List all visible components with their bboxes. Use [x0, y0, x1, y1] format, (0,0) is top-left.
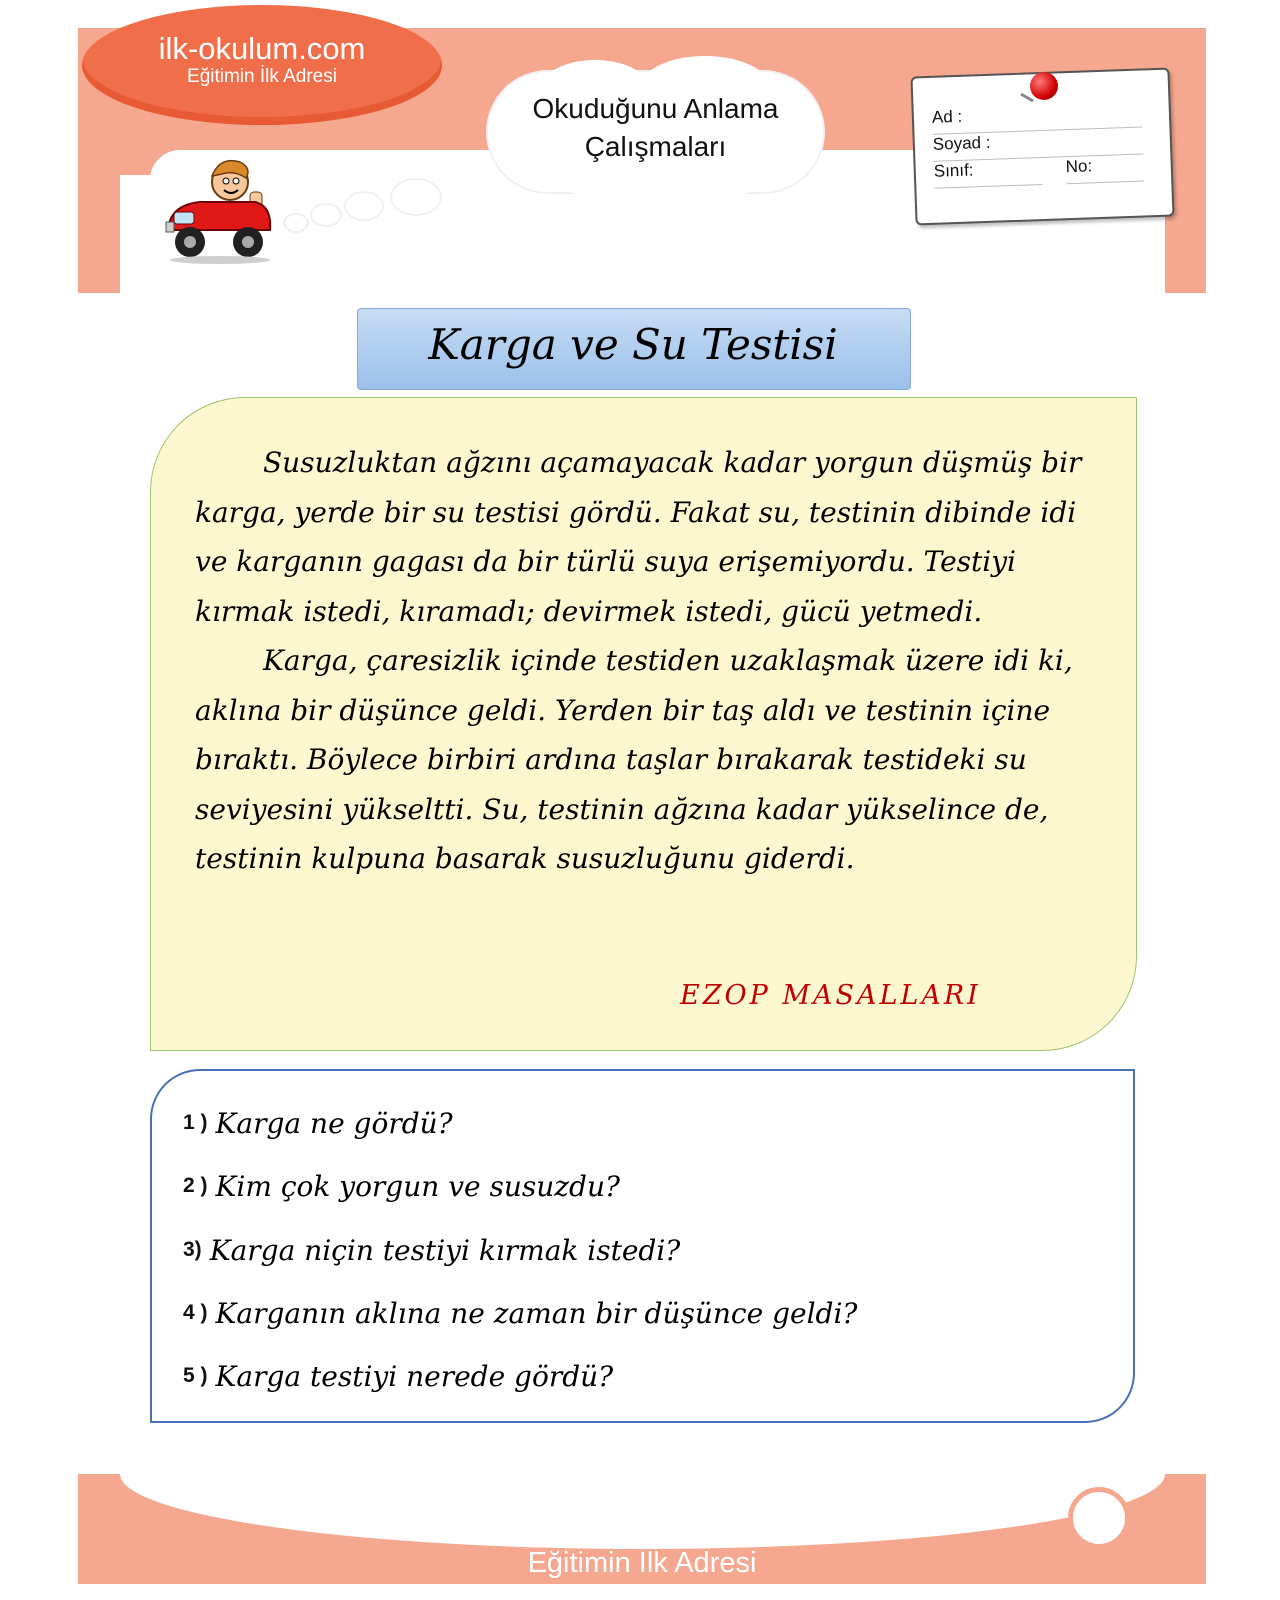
story-text: [195, 438, 1100, 884]
site-logo[interactable]: [82, 32, 442, 88]
thought-dot: [285, 215, 307, 231]
question-text: Karga niçin testiyi kırmak istedi?: [209, 1233, 681, 1267]
red-pushpin-icon: [1030, 72, 1058, 100]
question-item: [183, 1351, 613, 1401]
site-slogan: Eğitimin İlk Adresi: [187, 66, 337, 87]
question-item: [183, 1161, 620, 1211]
thought-dot: [346, 193, 382, 219]
question-item: [183, 1225, 680, 1275]
question-number: 2 ): [183, 1174, 208, 1197]
question-number: 1 ): [183, 1111, 208, 1134]
question-text: Kim çok yorgun ve susuzdu?: [215, 1169, 621, 1203]
number-label: No:: [1065, 156, 1093, 177]
story-author: EZOP MASALLARI: [680, 980, 981, 1011]
site-name: ilk-okulum.com: [158, 31, 366, 66]
story-paragraph: Susuzluktan ağzını açamayacak kadar yorgun düşmüş bir karga, yerde bir su testisi gördü. Fakat su, testinin dibinde idi ve karganın gagası da bir türlü suya erişemiyordu. Testiyi kırmak istedi, kıramadı; devirmek istedi, gücü yetmedi.: [195, 446, 1082, 628]
cloud-puff: [560, 160, 760, 204]
story-paragraph: Karga, çaresizlik içinde testiden uzaklaşmak üzere idi ki, aklına bir düşünce geldi. Yerden bir taş aldı ve testinin içine bıraktı. Böylece birbiri ardına taşlar bırakarak testideki su seviyesini yükseltti. Su, testinin ağzına kadar yükselince de, testinin kulpuna basarak susuzluğunu giderdi.: [195, 644, 1073, 875]
class-field[interactable]: [933, 158, 1042, 189]
question-text: Karga ne gördü?: [215, 1106, 453, 1140]
thought-dot: [392, 180, 440, 214]
worksheet-title-line2: Çalışmaları: [584, 131, 727, 162]
footer-site-name: ilk-okulum.com: [495, 1499, 789, 1548]
question-text: Karga testiyi nerede gördü?: [215, 1359, 614, 1393]
question-number: 3): [183, 1238, 202, 1261]
question-number: 4 ): [183, 1301, 208, 1324]
story-title: Karga ve Su Testisi: [428, 320, 838, 369]
footer-slogan: Eğitimin İlk Adresi: [527, 1547, 757, 1579]
name-label: Ad :: [931, 106, 963, 127]
worksheet-title: [488, 90, 823, 166]
cartoon-car-driver-icon: [160, 150, 280, 265]
question-item: [183, 1098, 453, 1148]
worksheet-title-line1: Okuduğunu Anlama: [532, 93, 779, 124]
question-number: 5 ): [183, 1364, 208, 1387]
question-item: [183, 1288, 857, 1338]
surname-label: Soyad :: [932, 132, 991, 154]
thought-dot: [312, 205, 340, 225]
question-text: Karganın aklına ne zaman bir düşünce geldi?: [215, 1296, 858, 1330]
footer-logo[interactable]: [78, 1499, 1206, 1580]
class-label: Sınıf:: [933, 160, 974, 181]
number-field[interactable]: [1065, 154, 1144, 184]
